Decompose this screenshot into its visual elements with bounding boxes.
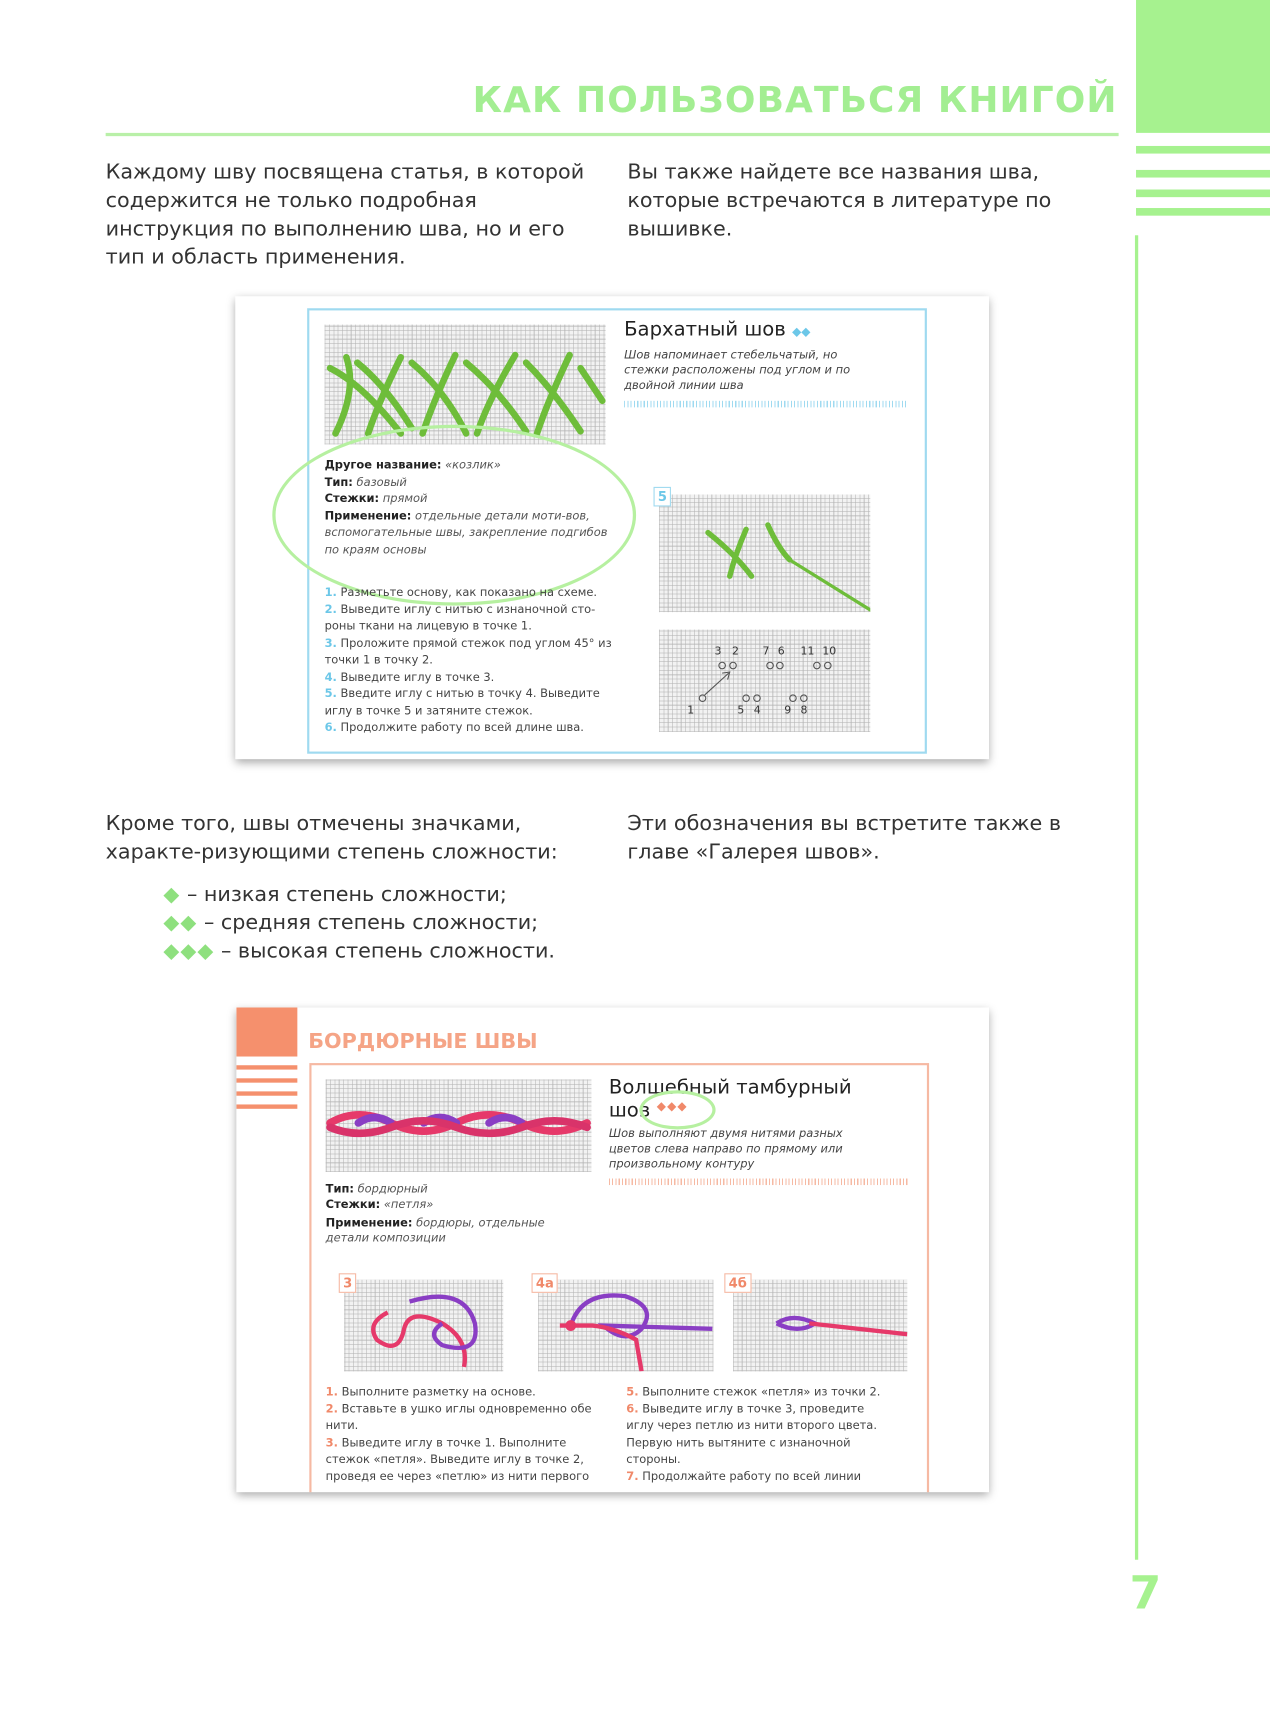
page-title: КАК ПОЛЬЗОВАТЬСЯ КНИГОЙ — [472, 78, 1118, 121]
step-tag: 4а — [532, 1273, 559, 1293]
section-title: БОРДЮРНЫЕ ШВЫ — [308, 1029, 538, 1054]
section-stripe — [236, 1091, 297, 1095]
info-block: Тип: бордюрный Стежки: «петля» Применение: бордюры, отдельные детали композиции — [325, 1182, 545, 1245]
section-stripe — [236, 1078, 297, 1082]
diagram-label: 6 — [777, 645, 785, 658]
dotted-rule — [624, 401, 907, 408]
corner-stripe — [1136, 190, 1270, 198]
difficulty-intro: Кроме того, швы отмечены значками, характе-ризующими степень сложности: — [105, 811, 558, 864]
step-photo — [659, 494, 870, 612]
diagram-label: 1 — [687, 704, 695, 717]
step-tag: 5 — [654, 487, 672, 507]
step-4a-image — [538, 1280, 713, 1371]
diamond-icon: ◆◆◆ — [163, 938, 215, 963]
stitch-title: Бархатный шов ◆◆ — [624, 318, 811, 341]
stitch-title: Волшебный тамбурный шов — [608, 1076, 852, 1122]
diagram-label: 11 — [800, 645, 815, 658]
sample-card-chain — [236, 1008, 989, 1493]
difficulty-note: Эти обозначения вы встретите также в главе «Галерея швов». — [627, 811, 1062, 864]
step-photo — [733, 1280, 907, 1371]
corner-stripe — [1136, 208, 1270, 216]
corner-stripe — [1136, 146, 1270, 154]
diagram-label: 5 — [737, 704, 745, 717]
step-tag: 4б — [724, 1273, 751, 1293]
section-stripe — [236, 1104, 297, 1108]
info-block: Другое название: «козлик» Тип: базовый Стежки: прямой Применение: отдельные детали моти-вов, вспомогательные швы, закрепление подгибов по краям основы — [324, 458, 608, 557]
legend-item: ◆◆◆ – высокая степень сложности. — [163, 938, 555, 963]
title-rule — [106, 133, 1119, 136]
section-tab — [236, 1008, 297, 1057]
section-stripe — [236, 1065, 297, 1069]
step-4b-image — [733, 1280, 907, 1371]
difficulty-icon: ◆◆ — [792, 324, 811, 339]
step-tag: 3 — [339, 1273, 357, 1293]
steps-list: 1. Разметьте основу, как показано на схеме. 2. Выведите иглу с нитью с изнаночной сто-роны ткани на лицевую в точке 1. 3. Проложите прямой стежок под углом 45° из точки 1 в точку 2. 4. Выведите иглу в точке 3. 5. Введите иглу с нитью в точку 4. Выведите иглу в точке 5 и затяните стежок. 6. Продолжите работу по всей длине шва. — [324, 585, 612, 735]
corner-tab — [1136, 0, 1270, 133]
diagram-label: 9 — [784, 704, 792, 717]
difficulty-icon: ◆◆◆ — [656, 1099, 688, 1114]
step-3-image — [344, 1280, 503, 1371]
highlight-ellipse — [272, 425, 636, 606]
diagram-label: 4 — [753, 704, 761, 717]
diagram-label: 8 — [800, 704, 808, 717]
dotted-rule — [609, 1179, 910, 1186]
sample-card-velvet — [235, 296, 989, 759]
corner-stripe — [1136, 170, 1270, 178]
step-5-image — [659, 494, 870, 612]
intro-right: Вы также найдете все названия шва, которые встречаются в литературе по вышивке. — [627, 160, 1052, 241]
legend-item: ◆ – низкая степень сложности; — [163, 882, 507, 907]
difficulty-legend — [163, 880, 555, 965]
diagram-label: 3 — [714, 645, 722, 658]
diagram-label: 10 — [822, 645, 837, 658]
chain-stitch-image — [326, 1079, 592, 1172]
steps-list-right: 5. Выполните стежок «петля» из точки 2. 6. Выведите иглу в точке 3, проведите иглу через петлю из нити второго цвета. Первую нить вытяните с изнаночной стороны. 7. Продолжайте работу по всей линии — [626, 1385, 881, 1483]
legend-item: ◆◆ – средняя степень сложности; — [163, 910, 539, 935]
highlight-ellipse — [639, 1090, 715, 1129]
margin-line — [1135, 235, 1138, 1559]
intro-left: Каждому шву посвящена статья, в которой содержится не только подробная инструкция по выполнению шва, но и его тип и область применения. — [105, 160, 585, 270]
diamond-icon: ◆◆ — [163, 910, 198, 935]
stitch-desc: Шов выполняют двумя нитями разных цветов слева направо по прямому или произвольному контуру — [608, 1127, 843, 1171]
diagram-label: 7 — [762, 645, 770, 658]
diagram-label: 2 — [731, 645, 739, 658]
diamond-icon: ◆ — [163, 882, 181, 907]
step-photo — [538, 1280, 713, 1371]
stitch-diagram — [659, 630, 870, 732]
step-photo — [344, 1280, 503, 1371]
steps-list-left: 1. Выполните разметку на основе. 2. Вставьте в ушко иглы одновременно обе нити. 3. Выведите иглу в точке 1. Выполните стежок «петля». Выведите иглу в точке 2, проведя ее через «петлю» из нити первого — [325, 1385, 592, 1483]
stitch-desc: Шов напоминает стебельчатый, но стежки расположены под углом и по двойной линии шва — [624, 348, 851, 393]
stitch-photo — [326, 1079, 592, 1172]
page-number: 7 — [1129, 1566, 1162, 1620]
